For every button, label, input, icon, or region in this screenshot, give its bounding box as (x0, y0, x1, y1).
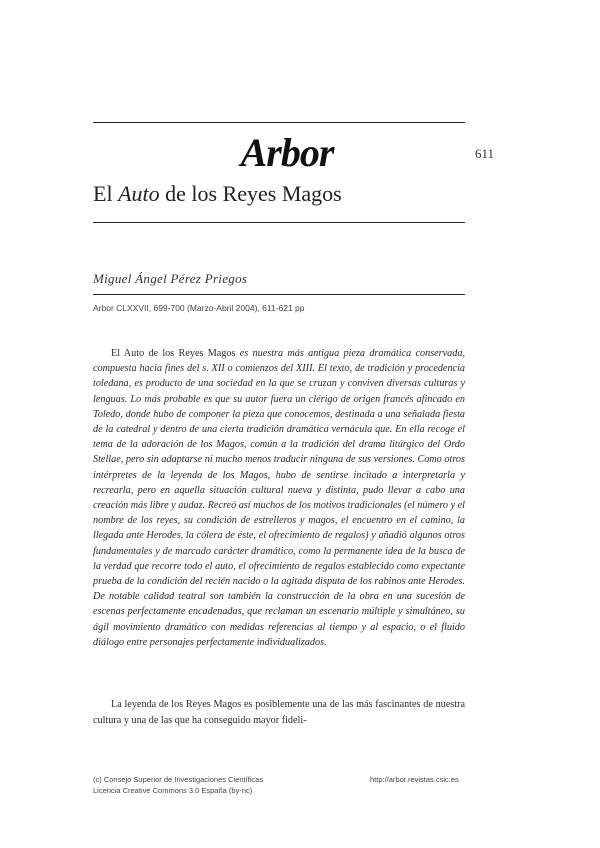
author-name: Miguel Ángel Pérez Priegos (93, 271, 248, 286)
footer-left (93, 774, 263, 796)
abstract-text: es nuestra más antigua pieza dramática conservada, compuesta hacia fines del s. XII o comienzos del XIII. El texto, de tradición y procedencia toledana, es producto de una sociedad en la que se cruzan y conviven diversas culturas y lenguas. Lo más probable es que su autor fuera un clérigo de origen francés afincado en Toledo, donde hubo de componer la pieza que conocemos, destinada a una señalada fiesta de la catedral y dentro de una cierta tradición dramática vernácula que. En ella recoge el tema de la adoración de los Magos, común a la tradición del drama litúrgico del Ordo Stellae, pero sin adaptarse ni mucho menos traducir ninguna de sus versiones. Como otros intérpretes de la leyenda de los Magos, hubo de sentirse incitado a interpretarla y recrearla, pero en aquella situación cultural nueva y distinta, pudo llevar a cabo una creación más libre y audaz. Recreó así muchos de los motivos tradicionales (el número y el nombre de los reyes, su condición de estrelleros y magos, el encuentro en el camino, la llegada ante Herodes, la cólera de éste, el ofrecimiento de regalos) y añadió algunos otros fundamentales y de marcado carácter dramático, como la permanente idea de la busca de la verdad que recorre todo el auto, el ofrecimiento de regalos establecido como expectante prueba de la condición del recién nacido o la agitada disputa de los rabinos ante Herodes. De notable calidad teatral son también la construcción de la obra en una sucesión de escenas perfectamente encadenadas, que reclaman un escenario múltiple y simultáneo, su ágil movimiento dramático con medidas referencias al tiempo y al espacio, o el fluido diálogo entre personajes perfectamente individualizados. (93, 348, 465, 648)
journal-logo (232, 130, 342, 174)
footer-license: Licencia Creative Commons 3.0 España (by-nc) (93, 786, 253, 795)
abstract-lead: El Auto de los Reyes Magos (111, 348, 236, 359)
title-rule (93, 222, 465, 223)
title-prefix: El (93, 181, 119, 206)
citation-line: Arbor CLXXVII, 699-700 (Marzo-Abril 2004), 611-621 pp (93, 303, 305, 313)
author-rule (93, 294, 465, 295)
body-paragraph (93, 697, 465, 729)
abstract (93, 346, 465, 650)
article-title (93, 181, 342, 207)
title-italic: Auto (118, 181, 160, 206)
page-number: 611 (475, 146, 495, 161)
title-suffix: de los Reyes Magos (159, 181, 342, 206)
journal-logo-text: Arbor (240, 130, 334, 174)
body-text: La leyenda de los Reyes Magos es posiblemente una de las más fascinantes de nuestra cultura y una de las que ha conseguido mayor fideli- (93, 699, 465, 726)
footer-copyright: (c) Consejo Superior de Investigaciones Científicas (93, 775, 264, 784)
footer-url[interactable]: http://arbor.revistas.csic.es (370, 775, 459, 784)
top-rule (93, 122, 465, 123)
